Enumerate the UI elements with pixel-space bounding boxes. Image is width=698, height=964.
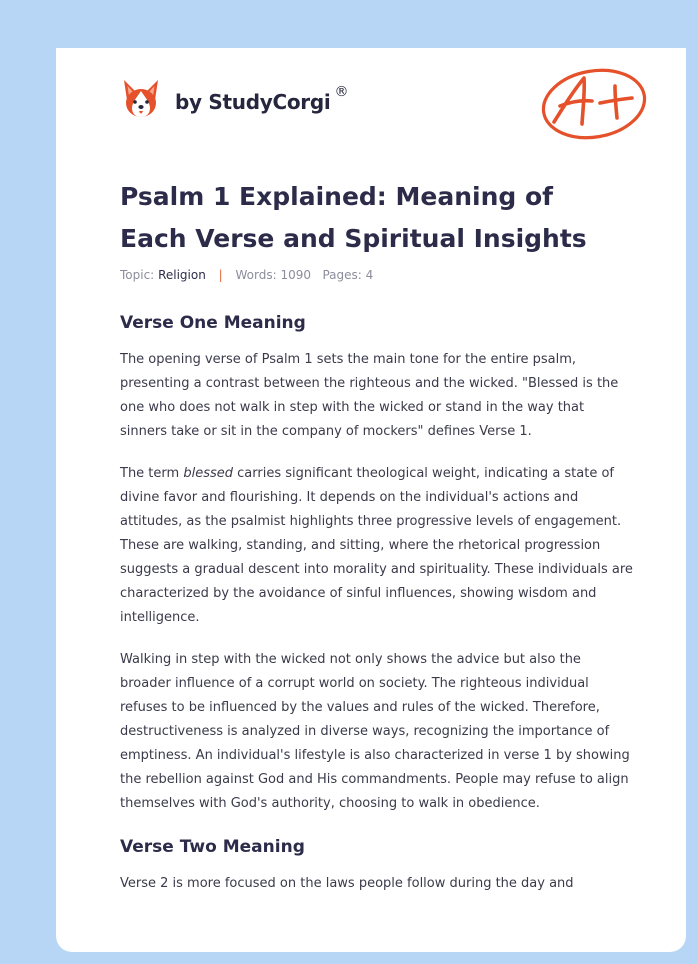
topic-label: Topic:: [120, 268, 155, 282]
paragraph-text: carries significant theological weight, indicating a state of divine favor and flourishing. It depends on the individual's actions and attitudes, as the psalmist highlights three progressive levels of engagement. These are walking, standing, and sitting, where the rhetorical progression suggests a gradual descent into morality and spirituality. These individuals are characterized by the avoidance of sinful influences, showing wisdom and intelligence.: [120, 466, 633, 625]
pages-label: Pages:: [322, 268, 362, 282]
words-label: Words:: [235, 268, 277, 282]
brand-header[interactable]: [121, 76, 348, 124]
pages-count: 4: [365, 268, 374, 282]
emphasized-term: blessed: [183, 466, 233, 481]
topic-link[interactable]: Religion: [158, 268, 206, 282]
paragraph: The opening verse of Psalm 1 sets the main tone for the entire psalm, presenting a contrast between the righteous and the wicked. "Blessed is the one who does not walk in step with the wicked or stand in the way that sinners take or sit in the company of mockers" defines Verse 1.: [120, 352, 619, 439]
brand-name: by StudyCorgi: [175, 90, 331, 114]
a-plus-badge-icon: [538, 60, 650, 142]
paragraph: Verse 2 is more focused on the laws people follow during the day and: [120, 876, 574, 891]
paragraph-text: The term: [120, 466, 184, 481]
document-page: [56, 48, 686, 952]
document-body: [120, 310, 634, 914]
section-heading: Verse Two Meaning: [120, 837, 305, 857]
words-count: 1090: [280, 268, 312, 282]
registered-mark: ®: [334, 84, 349, 100]
document-meta: [120, 268, 373, 282]
section-heading: Verse One Meaning: [120, 313, 306, 333]
document-title: Psalm 1 Explained: Meaning of Each Verse and Spiritual Insights: [120, 182, 587, 253]
paragraph: [120, 462, 634, 630]
corgi-logo-icon: [121, 78, 161, 122]
meta-separator: |: [218, 268, 223, 282]
paragraph: Walking in step with the wicked not only shows the advice but also the broader influence of a corrupt world on society. The righteous individual refuses to be influenced by the values and rules of the wicked. Therefore, destructiveness is analyzed in diverse ways, recognizing the importance of emptiness. An individual's lifestyle is also characterized in verse 1 by showing the rebellion against God and His commandments. People may refuse to align themselves with God's authority, choosing to walk in obedience.: [120, 652, 630, 811]
